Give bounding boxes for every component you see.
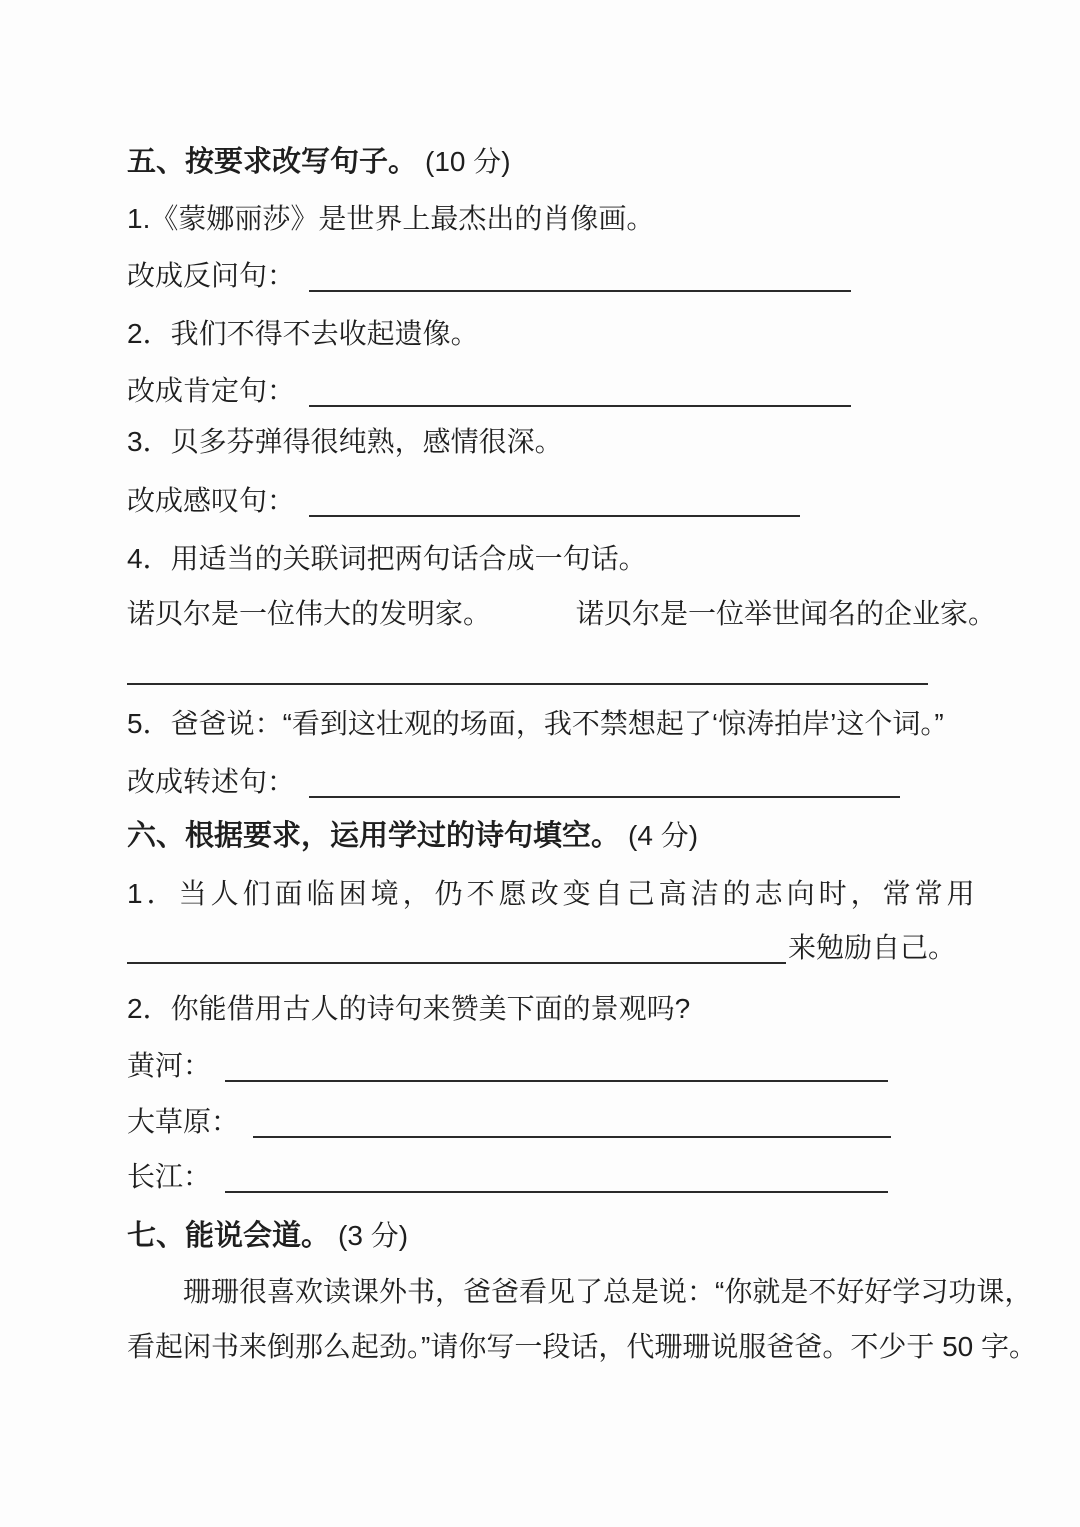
answer-label-5-1: 改成反问句：: [127, 260, 296, 291]
answer-blank-line: [309, 405, 851, 407]
section-five-heading: [127, 141, 956, 183]
answer-blank-line: [309, 515, 800, 517]
label-huanghe: 黄河：: [127, 1050, 212, 1081]
section-seven-heading: [127, 1215, 956, 1257]
question-6-2: 2．你能借用古人的诗句来赞美下面的景观吗?: [127, 993, 691, 1024]
answer-row-dacaoyuan: [127, 1101, 956, 1143]
answer-label-5-3: 改成感叹句：: [127, 485, 296, 516]
label-changjiang: 长江：: [127, 1161, 212, 1192]
question-6-1-line1: 1．当人们面临困境，仍不愿改变自己高洁的志向时，常常用: [127, 878, 979, 909]
question-5-4: 4．用适当的关联词把两句话合成一句话。: [127, 543, 647, 574]
prompt-7-line2: 看起闲书来倒那么起劲。”请你写一段话，代珊珊说服爸爸。不少于 50 字。: [127, 1331, 1038, 1362]
question-5-4-sentence-2: 诺贝尔是一位举世闻名的企业家。: [576, 598, 997, 629]
question-5-3: 3．贝多芬弹得很纯熟，感情很深。: [127, 426, 563, 457]
answer-label-5-5: 改成转述句：: [127, 766, 296, 797]
answer-blank-line: [309, 290, 851, 292]
label-dacaoyuan: 大草原：: [127, 1106, 240, 1137]
answer-blank-line: [127, 962, 786, 964]
question-5-4-sentence-1: 诺贝尔是一位伟大的发明家。: [127, 598, 492, 629]
section-six-heading: [127, 815, 956, 857]
answer-row-5-2: [127, 370, 956, 412]
answer-row-5-1: [127, 255, 956, 297]
answer-blank-line: [225, 1080, 888, 1082]
answer-row-huanghe: [127, 1045, 956, 1087]
question-5-2: 2．我们不得不去收起遗像。: [127, 318, 479, 349]
section-seven-score: (3 分): [338, 1220, 409, 1251]
answer-blank-line: [225, 1191, 888, 1193]
section-five-score: (10 分): [425, 146, 511, 177]
answer-blank-line-5-4: [127, 641, 928, 685]
prompt-7-line1: 珊珊很喜欢读课外书，爸爸看见了总是说：“你就是不好好学习功课，: [183, 1276, 1033, 1307]
answer-blank-line: [309, 796, 900, 798]
section-six-title: 六、根据要求，运用学过的诗句填空。: [127, 820, 621, 852]
question-5-1: 1.《蒙娜丽莎》是世界上最杰出的肖像画。: [127, 203, 655, 234]
answer-label-5-2: 改成肯定句：: [127, 375, 296, 406]
answer-row-changjiang: [127, 1156, 956, 1198]
question-5-5: 5．爸爸说：“看到这壮观的场面，我不禁想起了‘惊涛拍岸’这个词。”: [127, 708, 944, 739]
answer-blank-line: [253, 1136, 891, 1138]
question-6-1-line2: [127, 927, 956, 969]
section-six-score: (4 分): [628, 820, 699, 851]
question-6-1-tail: 来勉励自己。: [787, 932, 956, 963]
answer-row-5-3: [127, 480, 956, 522]
answer-row-5-5: [127, 761, 956, 803]
section-seven-title: 七、能说会道。: [127, 1220, 331, 1252]
section-five-title: 五、按要求改写句子。: [127, 146, 418, 178]
question-5-4-sentences: [127, 593, 997, 635]
